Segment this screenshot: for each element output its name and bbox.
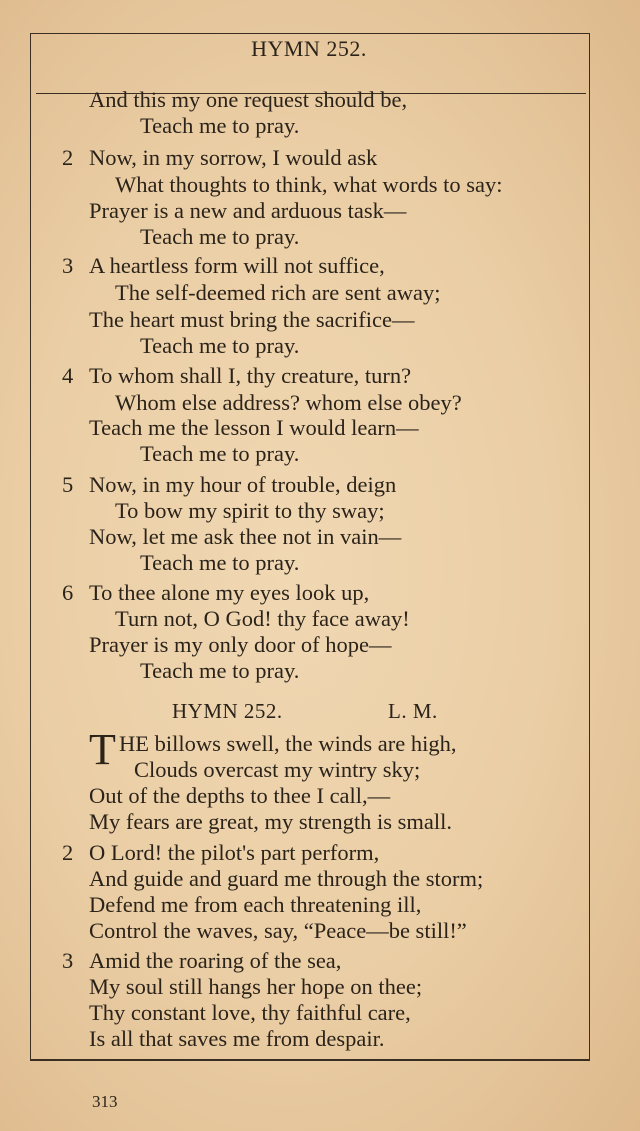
hymn-line: Teach me to pray. — [140, 658, 300, 683]
hymn-line: Teach me to pray. — [140, 550, 300, 575]
hymn-line: Teach me to pray. — [140, 333, 300, 358]
verse-number: 2 — [62, 840, 74, 865]
drop-cap: T — [89, 725, 116, 774]
hymn-line: Clouds overcast my wintry sky; — [134, 757, 421, 782]
hymn-line: Defend me from each threatening ill, — [89, 892, 422, 917]
hymn-line: Turn not, O God! thy face away! — [115, 606, 410, 631]
verse-number: 4 — [62, 363, 74, 388]
hymn-line: To whom shall I, thy creature, turn? — [89, 363, 412, 388]
hymn-line: The heart must bring the sacrifice— — [89, 307, 415, 332]
hymn-line: To thee alone my eyes look up, — [89, 580, 370, 605]
hymn-line: O Lord! the pilot's part perform, — [89, 840, 380, 865]
hymn-line: Whom else address? whom else obey? — [115, 390, 462, 415]
hymn-line: And guide and guard me through the storm; — [89, 866, 484, 891]
hymn-line: HE billows swell, the winds are high, — [119, 731, 457, 756]
hymn-line: What thoughts to think, what words to say: — [115, 172, 503, 197]
hymn-line: Control the waves, say, “Peace—be still!” — [89, 918, 467, 943]
hymn-line: Thy constant love, thy faithful care, — [89, 1000, 411, 1025]
hymn-line: My soul still hangs her hope on thee; — [89, 974, 423, 999]
running-header: HYMN 252. — [251, 36, 367, 61]
hymn-title: HYMN 252. — [172, 699, 283, 723]
verse-number: 3 — [62, 948, 74, 973]
hymn-line: Teach me to pray. — [140, 441, 300, 466]
hymn-line: Is all that saves me from despair. — [89, 1026, 385, 1051]
hymn-line: Amid the roaring of the sea, — [89, 948, 342, 973]
verse-number: 2 — [62, 145, 74, 170]
verse-number: 5 — [62, 472, 74, 497]
hymn-line: Now, in my hour of trouble, deign — [89, 472, 397, 497]
hymn-line: Teach me the lesson I would learn— — [89, 415, 419, 440]
hymn-line: A heartless form will not suffice, — [89, 253, 385, 278]
hymn-line: Prayer is my only door of hope— — [89, 632, 392, 657]
hymn-line: To bow my spirit to thy sway; — [115, 498, 385, 523]
hymn-line: Teach me to pray. — [140, 224, 300, 249]
hymn-meter: L. M. — [388, 699, 438, 723]
hymn-line: And this my one request should be, — [89, 87, 408, 112]
hymn-line: Now, in my sorrow, I would ask — [89, 145, 378, 170]
verse-number: 3 — [62, 253, 74, 278]
hymn-line: Teach me to pray. — [140, 113, 300, 138]
hymn-line: Out of the depths to thee I call,— — [89, 783, 391, 808]
verse-number: 6 — [62, 580, 74, 605]
hymn-line: Prayer is a new and arduous task— — [89, 198, 407, 223]
hymn-line: The self-deemed rich are sent away; — [115, 280, 441, 305]
page-number: 313 — [92, 1092, 118, 1111]
hymn-line: My fears are great, my strength is small. — [89, 809, 453, 834]
hymn-line: Now, let me ask thee not in vain— — [89, 524, 402, 549]
